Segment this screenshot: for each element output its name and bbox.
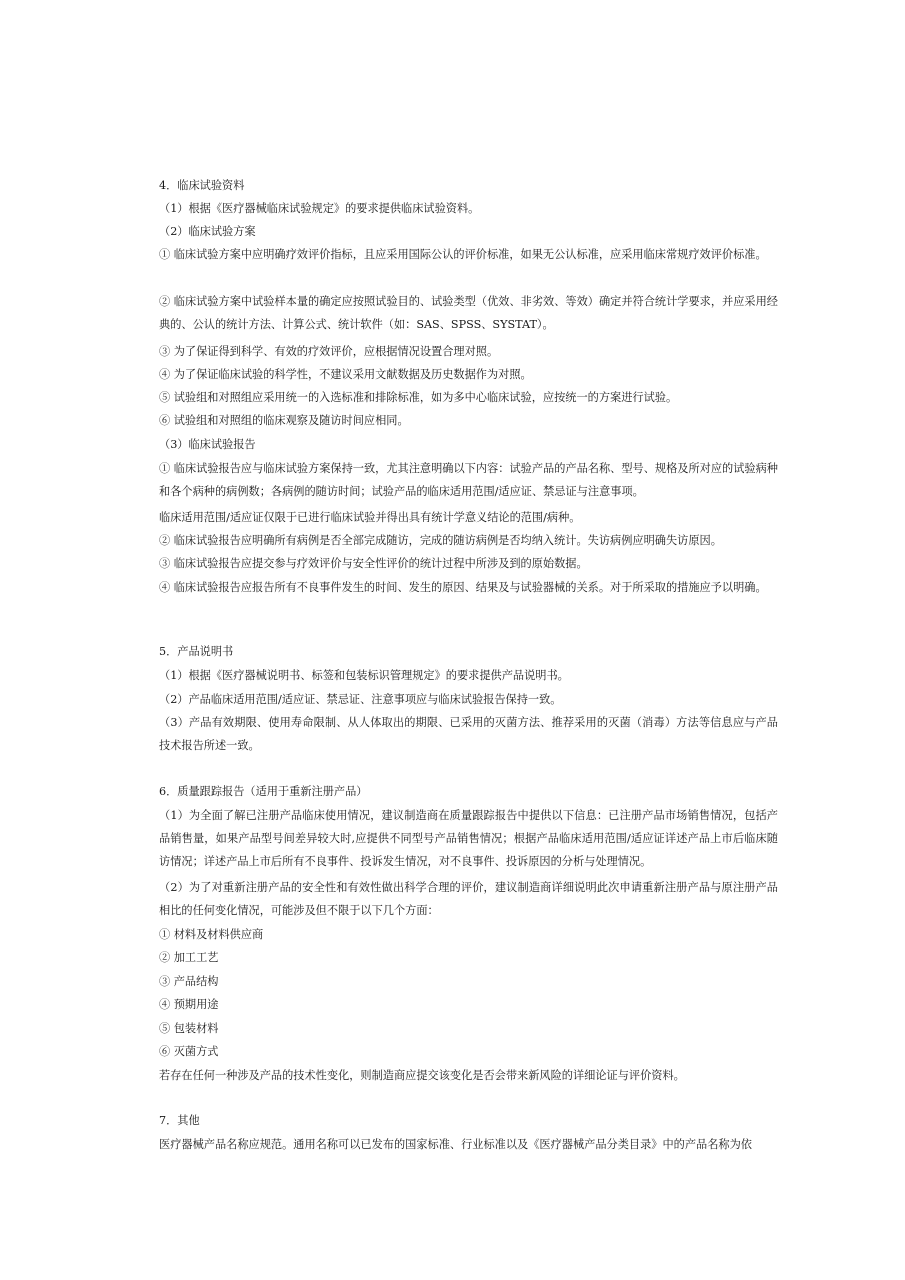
paragraph: （2）为了对重新注册产品的安全性和有效性做出科学合理的评价，建议制造商详细说明此次申请重新注册产品与原注册产品相比的任何变化情况，可能涉及但不限于以下几个方面：	[159, 881, 778, 917]
paragraph: 若存在任何一种涉及产品的技术性变化，则制造商应提交该变化是否会带来新风险的详细论证与评价资料。	[159, 1069, 685, 1082]
subheading: （2）临床试验方案	[159, 225, 256, 238]
subheading: （3）临床试验报告	[159, 438, 256, 451]
paragraph: （2）产品临床适用范围/适应证、禁忌证、注意事项应与临床试验报告保持一致。	[159, 693, 562, 706]
paragraph: 医疗器械产品名称应规范。通用名称可以已发布的国家标准、行业标准以及《医疗器械产品分类目录》中的产品名称为依	[159, 1138, 752, 1151]
paragraph: ④ 临床试验报告应报告所有不良事件发生的时间、发生的原因、结果及与试验器械的关系。对于所采取的措施应予以明确。	[159, 581, 767, 594]
list-item: ② 加工工艺	[159, 951, 219, 964]
section-6-heading: 6．质量跟踪报告（适用于重新注册产品）	[159, 785, 368, 798]
section-7-heading: 7．其他	[159, 1114, 200, 1127]
paragraph: （3）产品有效期限、使用寿命限制、从人体取出的期限、已采用的灭菌方法、推荐采用的灭菌（消毒）方法等信息应与产品技术报告所述一致。	[159, 716, 778, 752]
paragraph: ⑥ 试验组和对照组的临床观察及随访时间应相同。	[159, 414, 409, 427]
list-item: ④ 预期用途	[159, 998, 219, 1011]
section-5-heading: 5．产品说明书	[159, 645, 234, 658]
paragraph: 临床适用范围/适应证仅限于已进行临床试验并得出具有统计学意义结论的范围/病种。	[159, 511, 581, 524]
list-item: ⑤ 包装材料	[159, 1022, 219, 1035]
list-item: ① 材料及材料供应商	[159, 928, 264, 941]
paragraph: ① 临床试验方案中应明确疗效评价指标，且应采用国际公认的评价标准，如果无公认标准，应采用临床常规疗效评价标准。	[159, 248, 767, 261]
paragraph: ⑤ 试验组和对照组应采用统一的入选标准和排除标准，如为多中心临床试验，应按统一的方案进行试验。	[159, 391, 678, 404]
paragraph: （1）为全面了解已注册产品临床使用情况，建议制造商在质量跟踪报告中提供以下信息：已注册产品市场销售情况，包括产品销售量，如果产品型号间差异较大时,应提供不同型号产品销售情况；根据产品临床适用范围/适应证详述产品上市后临床随访情况；详述产品上市后所有不良事件、投诉发生情况，对不良事件、投诉原因的分析与处理情况。	[159, 809, 778, 868]
paragraph: ② 临床试验方案中试验样本量的确定应按照试验目的、试验类型（优效、非劣效、等效）确定并符合统计学要求，并应采用经典的、公认的统计方法、计算公式、统计软件（如：SAS、SPSS、SYSTAT）。	[159, 295, 778, 331]
paragraph: ④ 为了保证临床试验的科学性，不建议采用文献数据及历史数据作为对照。	[159, 368, 532, 381]
list-item: ⑥ 灭菌方式	[159, 1045, 219, 1058]
paragraph: ③ 临床试验报告应提交参与疗效评价与安全性评价的统计过程中所涉及到的原始数据。	[159, 557, 588, 570]
paragraph: ① 临床试验报告应与临床试验方案保持一致，尤其注意明确以下内容：试验产品的产品名称、型号、规格及所对应的试验病种和各个病种的病例数；各病例的随访时间；试验产品的临床适用范围/适应证、禁忌证与注意事项。	[159, 462, 778, 498]
paragraph: ② 临床试验报告应明确所有病例是否全部完成随访，完成的随访病例是否均纳入统计。失访病例应明确失访原因。	[159, 534, 722, 547]
section-4-heading: 4．临床试验资料	[159, 179, 245, 192]
paragraph: ③ 为了保证得到科学、有效的疗效评价，应根据情况设置合理对照。	[159, 345, 499, 358]
list-item: ③ 产品结构	[159, 975, 219, 988]
paragraph: （1）根据《医疗器械临床试验规定》的要求提供临床试验资料。	[159, 202, 480, 215]
paragraph: （1）根据《医疗器械说明书、标签和包装标识管理规定》的要求提供产品说明书。	[159, 669, 569, 682]
